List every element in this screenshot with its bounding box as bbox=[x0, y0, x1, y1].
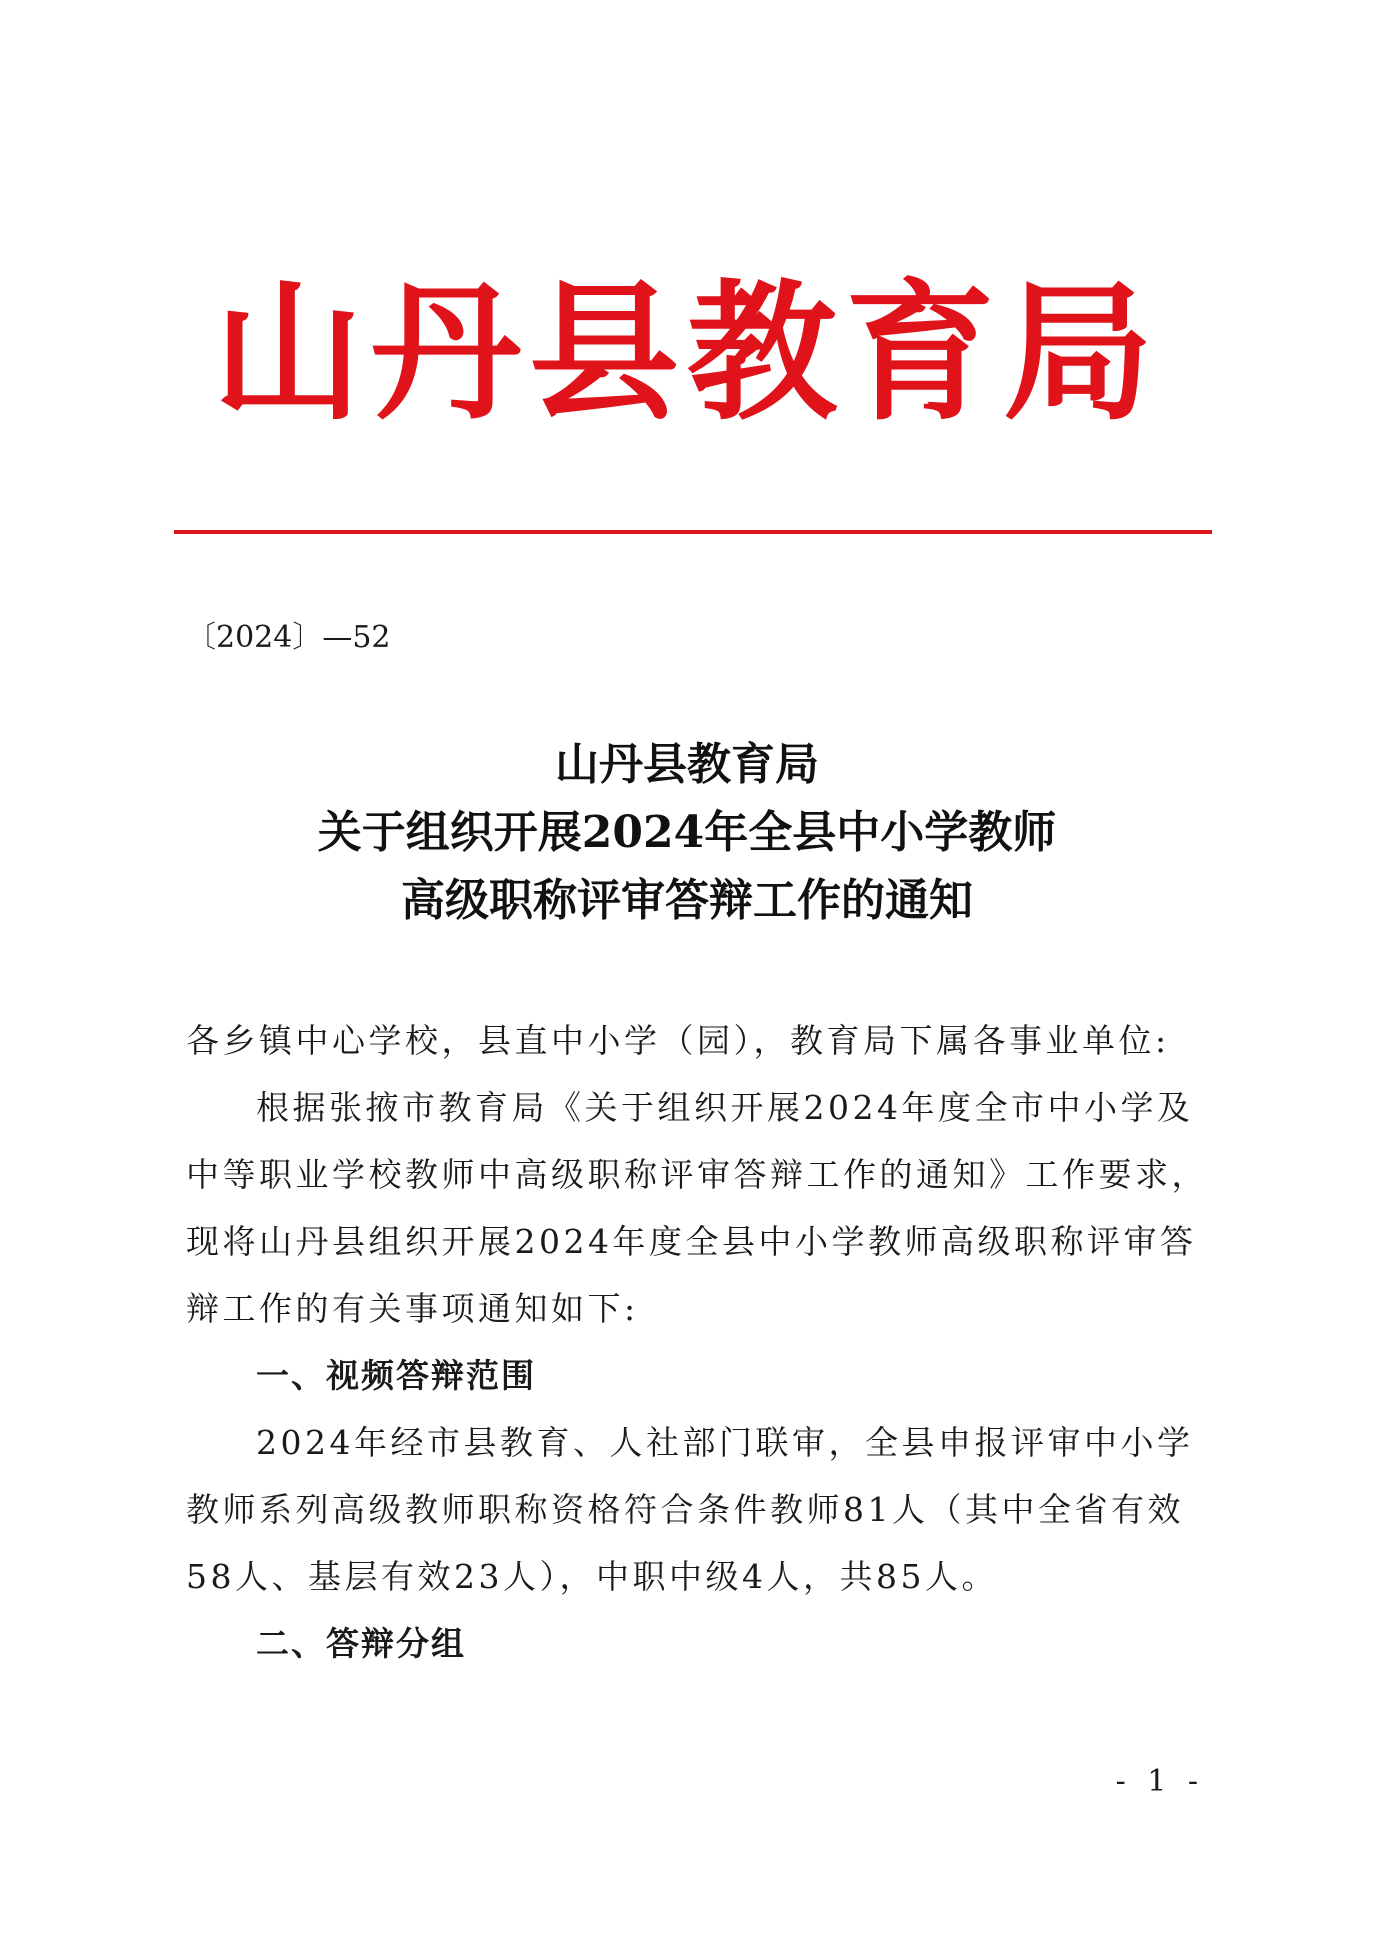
notice-title-line-3: 高级职称评审答辩工作的通知 bbox=[401, 875, 973, 926]
page-number: - 1 - bbox=[1115, 1764, 1204, 1799]
paragraph-1-line-4: 辩工作的有关事项通知如下: bbox=[186, 1289, 639, 1328]
section-1-heading: 一、视频答辩范围 bbox=[256, 1356, 536, 1395]
masthead-title: 山丹县教育局 bbox=[212, 265, 1161, 441]
paragraph-1-line-2: 中等职业学校教师中高级职称评审答辩工作的通知》工作要求， bbox=[186, 1155, 1208, 1194]
document-number: 〔2024〕—52 bbox=[186, 620, 391, 655]
section-2-heading: 二、答辩分组 bbox=[256, 1624, 466, 1663]
section-1-line-1: 2024年经市县教育、人社部门联审，全县申报评审中小学 bbox=[256, 1423, 1194, 1462]
notice-title-line-1: 山丹县教育局 bbox=[555, 739, 819, 790]
notice-title-line-2: 关于组织开展2024年全县中小学教师 bbox=[317, 807, 1057, 858]
section-1-line-3: 58人、基层有效23人），中职中级4人，共85人。 bbox=[186, 1557, 998, 1596]
red-divider-line bbox=[174, 530, 1212, 534]
salutation: 各乡镇中心学校，县直中小学（园），教育局下属各事业单位: bbox=[186, 1021, 1170, 1060]
paragraph-1-line-3: 现将山丹县组织开展2024年度全县中小学教师高级职称评审答 bbox=[186, 1222, 1197, 1261]
paragraph-1-line-1: 根据张掖市教育局《关于组织开展2024年度全市中小学及 bbox=[256, 1088, 1194, 1127]
section-1-line-2: 教师系列高级教师职称资格符合条件教师81人（其中全省有效 bbox=[186, 1490, 1184, 1529]
